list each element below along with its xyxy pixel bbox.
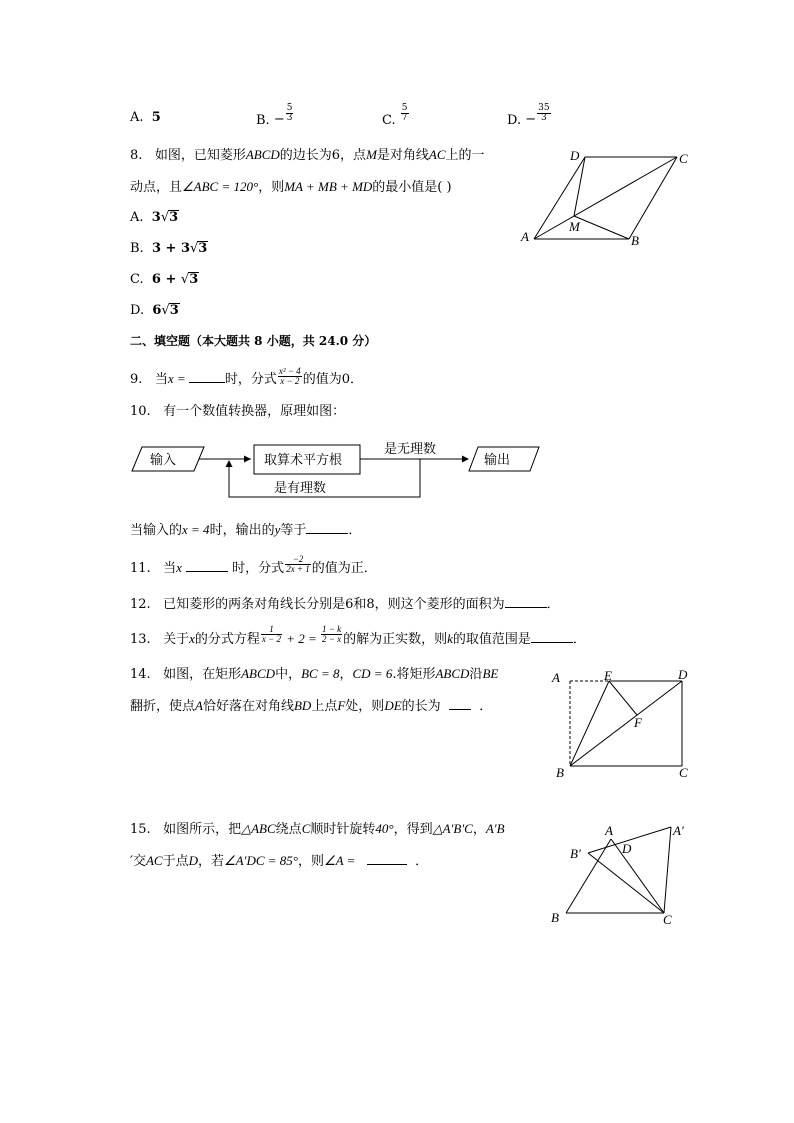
- q15-label-d: D: [622, 841, 632, 856]
- q8-option-d: D. 6√3: [130, 303, 179, 318]
- q14-label-c: C: [679, 765, 688, 780]
- q15-label-a-prime: A′: [673, 823, 684, 838]
- question-13: 13. 关于x的分式方程 $\frac{1}{x - 2}$ + 2 = $\frac{1 - k}{2 - x}$ 的解为正实数，则k的取值范围是 ．: [130, 624, 586, 648]
- q14-answer-blank[interactable]: [449, 698, 471, 710]
- q10-answer-line: 当输入的x = 4时，输出的y等于 ．: [130, 522, 362, 538]
- q14-label-b: B: [556, 765, 564, 780]
- q7-option-a: A. 5: [130, 110, 161, 125]
- q14-rectangle-figure: [548, 665, 698, 780]
- section-2-header: 二、填空题（本大题共 8 小题，共 24.0 分）: [130, 334, 377, 348]
- question-12: 12. 已知菱形的两条对角线长分别是6和8，则这个菱形的面积为 ．: [130, 597, 560, 612]
- q10-process-label: 取算术平方根: [264, 453, 343, 468]
- q15-line-1: 15. 如图所示，把△ABC绕点C顺时针旋转40°，得到△A′B′C，A′B: [130, 821, 505, 837]
- q15-answer-blank[interactable]: [367, 853, 407, 865]
- q14-label-a: A: [552, 670, 560, 685]
- q10-rational-label: 是有理数: [274, 481, 327, 496]
- q14-line-1: 14. 如图，在矩形ABCD中，BC = 8，CD = 6.将矩形ABCD沿BE: [130, 666, 499, 682]
- q8-label-c: C: [679, 151, 688, 166]
- q7-option-d: D. − $\frac{35}{3}$: [507, 103, 550, 129]
- q15-edge-b1c: [588, 853, 664, 913]
- q14-segment-ef: [609, 681, 637, 715]
- q10-output-label: 输出: [484, 453, 511, 468]
- question-11: 11. 当x 时，分式 $\frac{-2}{2x + 1}$ 的值为正．: [130, 554, 377, 577]
- q14-fold-be: [570, 681, 609, 766]
- q12-answer-blank[interactable]: [505, 596, 547, 608]
- q10-answer-blank[interactable]: [306, 522, 348, 534]
- q8-label-d: D: [570, 148, 580, 163]
- q8-edge-cb: [629, 157, 677, 239]
- q14-line-2: 翻折，使点A恰好落在对角线BD上点F处，则DE的长为 ．: [130, 698, 493, 714]
- q15-rotation-figure: [545, 820, 695, 930]
- q8-label-b: B: [631, 233, 639, 248]
- q10-text: 10. 有一个数值转换器，原理如图：: [130, 404, 346, 419]
- q8-option-b: B. 3 + 3√3: [130, 241, 208, 256]
- q15-edge-ac: [611, 839, 664, 913]
- q14-diagonal-bd: [570, 681, 682, 766]
- q8-option-a: A. 3√3: [130, 210, 179, 225]
- q15-label-b: B: [551, 910, 559, 925]
- q8-segment-mb: [574, 216, 629, 239]
- q15-label-c: C: [663, 912, 672, 927]
- q9-answer-blank[interactable]: [189, 371, 225, 383]
- q15-label-b-prime: B′: [570, 846, 581, 861]
- q10-input-label: 输入: [150, 453, 177, 468]
- q8-label-a: A: [521, 229, 529, 244]
- q8-rhombus-figure: [515, 145, 700, 250]
- q10-converter-flowchart: [128, 435, 548, 501]
- q15-line-2: ′交AC于点D，若∠A′DC = 85°，则∠A = ．: [130, 853, 429, 869]
- q7-option-c: C. $\frac{5}{7}$: [382, 103, 408, 129]
- question-9: 9. 当x = 时，分式 $\frac{\text{x² − 4}}{x - 2}$ 的值为0．: [130, 366, 363, 388]
- q14-label-f: F: [634, 715, 642, 730]
- q11-answer-blank[interactable]: [186, 560, 228, 572]
- q14-label-d: D: [678, 667, 688, 682]
- q8-diagonal-ac: [534, 157, 677, 239]
- q15-edge-a1c: [664, 827, 671, 913]
- q8-label-m: M: [569, 219, 580, 234]
- q8-line-1: 8. 如图，已知菱形ABCD的边长为6，点M是对角线AC上的一: [130, 147, 485, 163]
- q14-label-e: E: [604, 668, 612, 683]
- q8-line-2: 动点，且∠ABC = 120°，则MA + MB + MD的最小值是( ): [130, 179, 452, 195]
- q13-answer-blank[interactable]: [531, 631, 573, 643]
- q15-label-a: A: [605, 823, 613, 838]
- q10-irrational-label: 是无理数: [384, 442, 437, 457]
- q7-option-b: B. − $\frac{5}{3}$: [256, 103, 293, 129]
- q8-option-c: C. 6 + √3: [130, 272, 199, 287]
